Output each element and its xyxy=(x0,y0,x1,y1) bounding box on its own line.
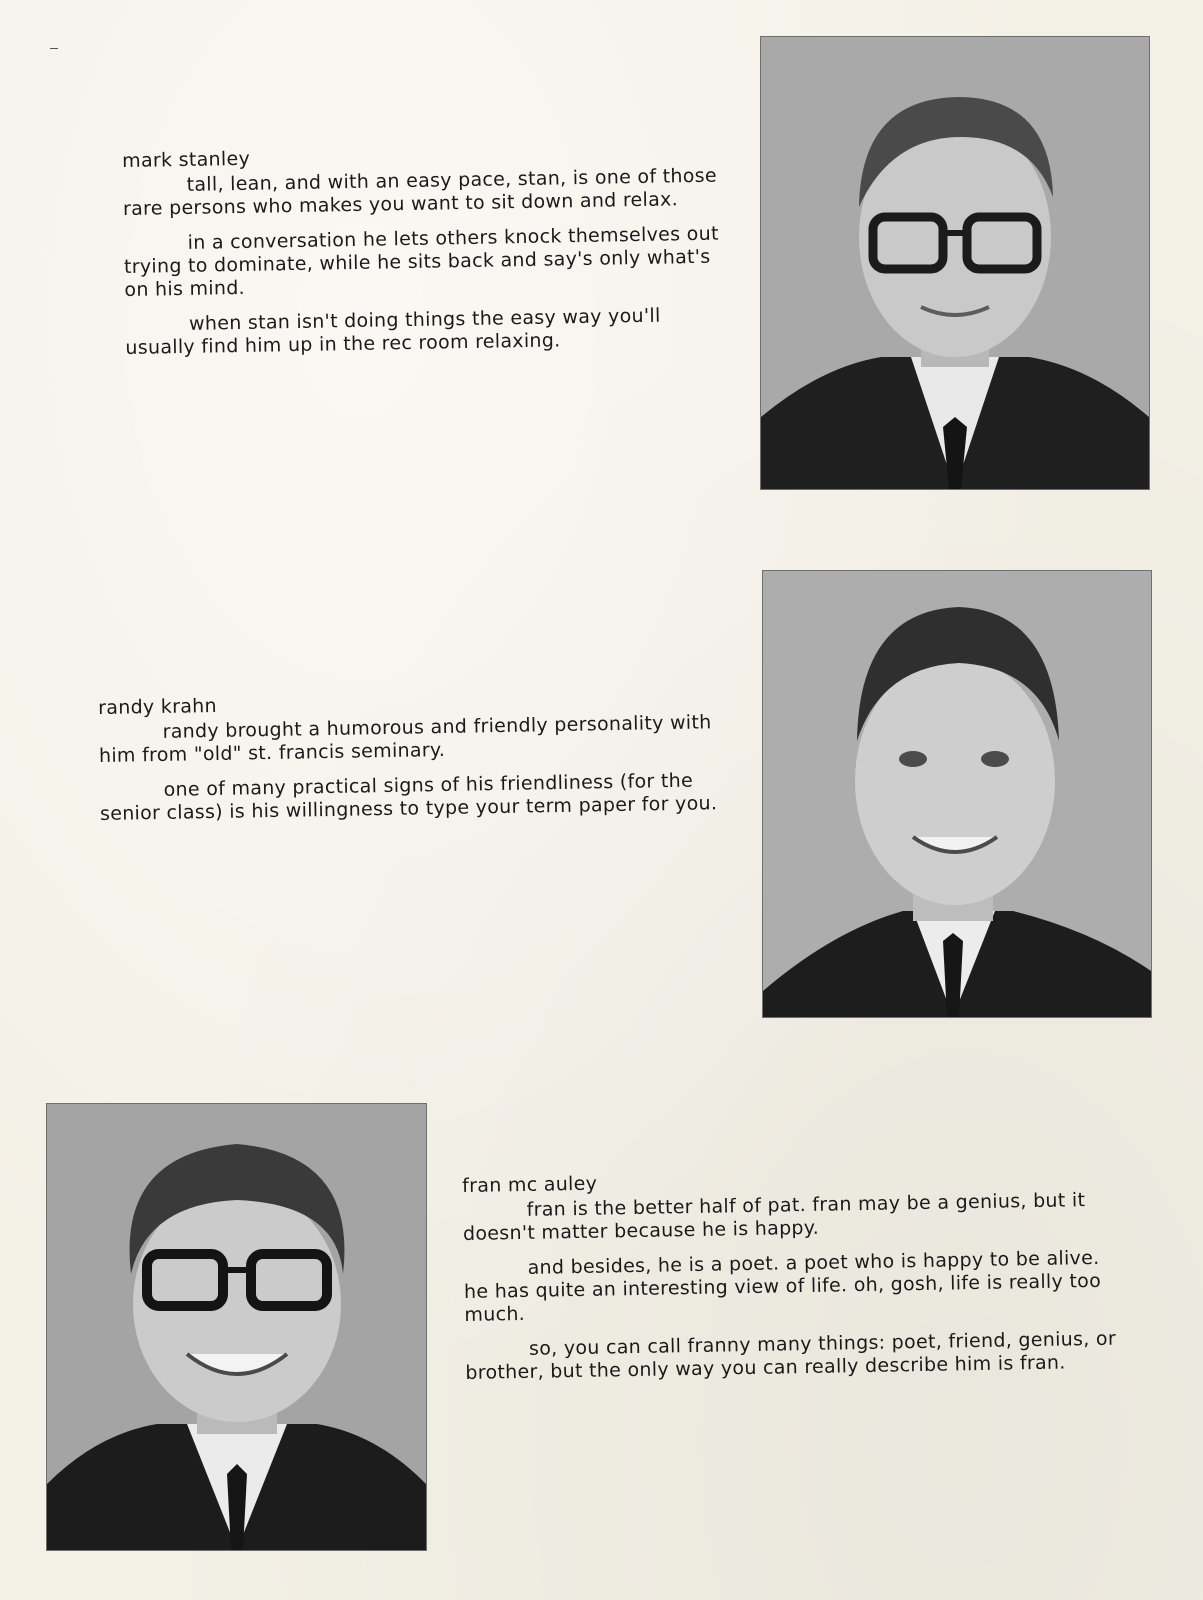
bio-randy-krahn xyxy=(98,686,740,830)
bio-paragraph: tall, lean, and with an easy pace, stan, is one of those rare persons who makes you want to sit down and relax. xyxy=(122,164,718,220)
bio-fran-mcauley xyxy=(462,1163,1126,1388)
portrait-photo-randy-krahn xyxy=(762,570,1152,1018)
portrait-photo-mark-stanley xyxy=(760,36,1150,490)
bio-paragraph: when stan isn't doing things the easy way you'll usually find him up in the rec room relaxing. xyxy=(125,304,661,359)
student-name: fran mc auley xyxy=(462,1172,598,1197)
bio-paragraph: and besides, he is a poet. a poet who is happy to be alive. he has quite an interesting view of life. oh, gosh, life is really too much. xyxy=(463,1246,1102,1326)
bio-paragraph: so, you can call franny many things: poet, friend, genius, or brother, but the only way you can really describe him is fran. xyxy=(465,1327,1117,1384)
margin-mark xyxy=(50,48,58,49)
student-name: randy krahn xyxy=(98,694,218,719)
student-name: mark stanley xyxy=(122,147,251,172)
bio-paragraph: in a conversation he lets others knock themselves out trying to dominate, while he sits back and say's only what's on his mind. xyxy=(123,222,719,301)
bio-mark-stanley xyxy=(122,139,736,364)
portrait-photo-fran-mcauley xyxy=(46,1103,427,1551)
bio-paragraph: one of many practical signs of his friendliness (for the senior class) is his willingness to type your term paper for you. xyxy=(99,769,718,825)
bio-paragraph: randy brought a humorous and friendly personality with him from "old" st. francis seminary. xyxy=(98,711,712,767)
bio-paragraph: fran is the better half of pat. fran may be a genius, but it doesn't matter because he is happy. xyxy=(462,1189,1086,1245)
